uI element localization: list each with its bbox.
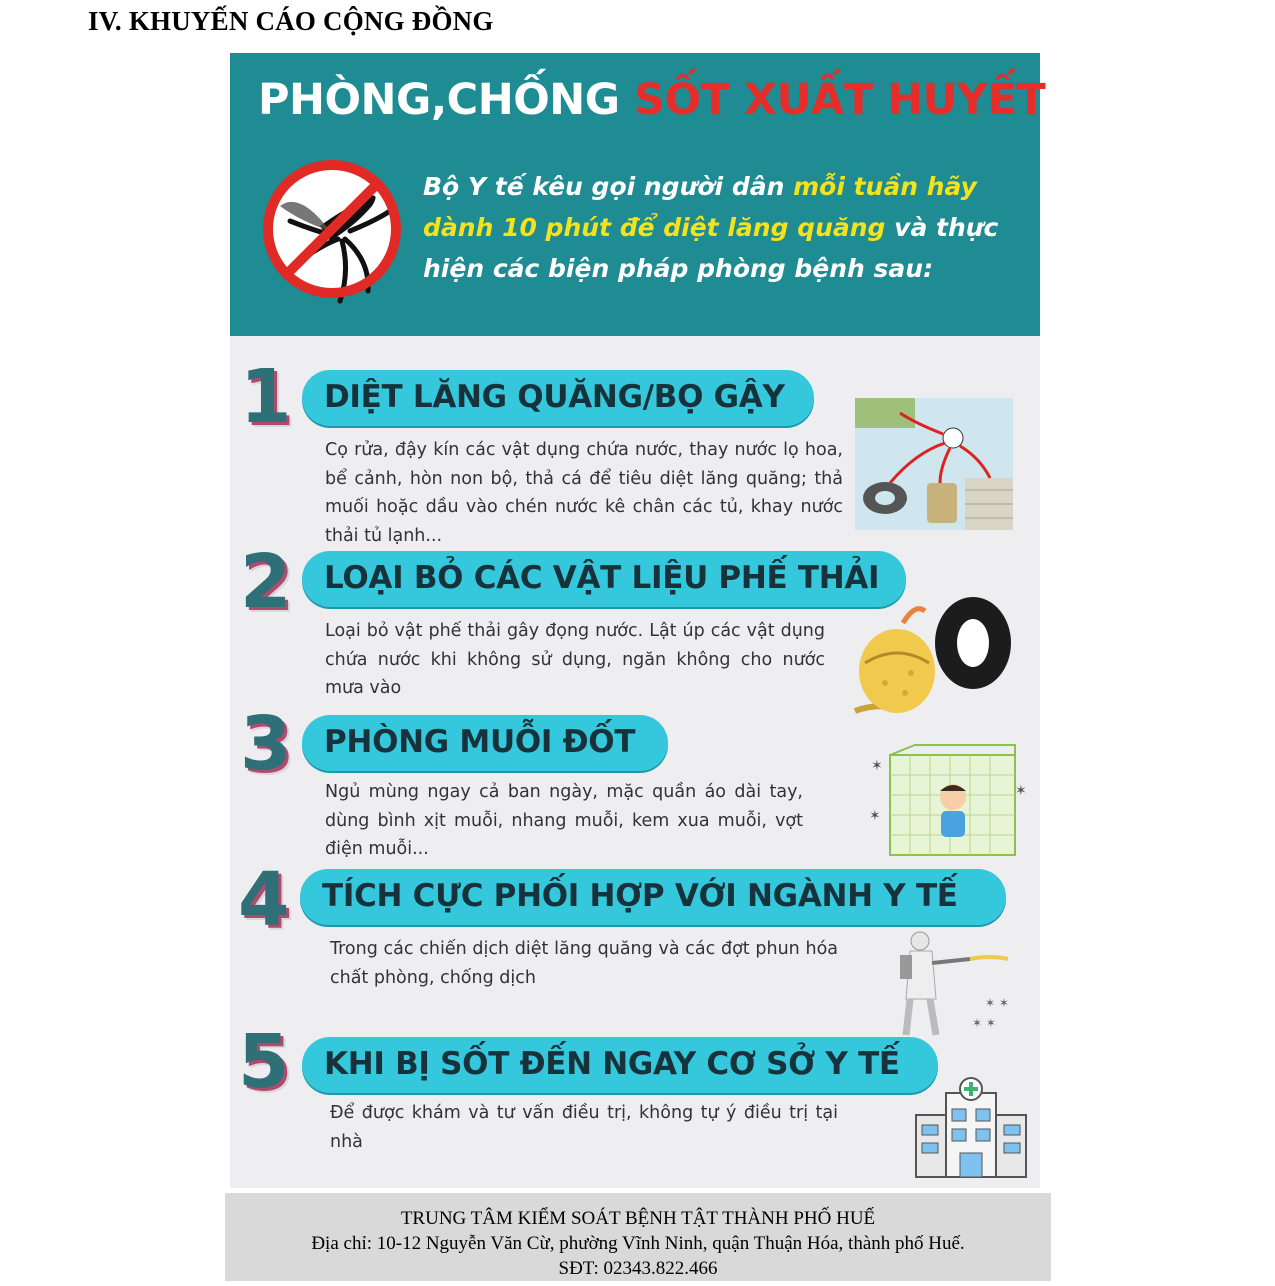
- step-title-pill: [300, 869, 1006, 925]
- step-title-pill: [302, 1037, 938, 1093]
- step-description: Ngủ mùng ngay cả ban ngày, mặc quần áo dài tay, dùng bình xịt muỗi, nhang muỗi, kem xua muỗi, vợt điện muỗi...: [325, 782, 803, 859]
- intro-part2: và thực hiện các biện pháp phòng bệnh sau:: [423, 213, 999, 283]
- mosquito-net-illustration: [865, 745, 1025, 860]
- poster-intro: [423, 166, 1013, 289]
- step-description: Loại bỏ vật phế thải gây đọng nước. Lật úp các vật dụng chứa nước khi không sử dụng, ngăn không cho nước mưa vào: [325, 621, 825, 698]
- poster-title: [258, 75, 1045, 125]
- svg-text:✶: ✶: [869, 808, 881, 824]
- poster-banner: [230, 53, 1046, 336]
- no-mosquito-icon: [260, 151, 408, 307]
- step-number: 1: [240, 354, 292, 440]
- svg-text:✶ ✶: ✶ ✶: [985, 996, 1009, 1010]
- step-number: 4: [238, 857, 290, 943]
- step-title-pill: [302, 551, 906, 607]
- step-number: 3: [240, 701, 292, 787]
- svg-text:✶ ✶: ✶ ✶: [972, 1016, 996, 1030]
- dengue-prevention-poster: [230, 53, 1046, 1188]
- intro-highlight: mỗi tuần hãy dành 10 phút để diệt lăng quăng: [423, 172, 977, 242]
- step-description: Cọ rửa, đậy kín các vật dụng chứa nước, thay nước lọ hoa, bể cảnh, hòn non bộ, thả cá để tiêu diệt lăng quăng; thả muối hoặc dầu vào chén nước kê chân các tủ, khay nước thải tủ lạnh...: [325, 440, 843, 546]
- step-title-pill: [302, 715, 668, 771]
- step-description: Để được khám và tư vấn điều trị, không tự ý điều trị tại nhà: [330, 1103, 838, 1152]
- tire-jar-illustration: [845, 593, 1015, 718]
- footer-address: Địa chỉ: 10-12 Nguyễn Văn Cừ, phường Vĩnh Ninh, quận Thuận Hóa, thành phố Huế.: [311, 1233, 965, 1254]
- intro-part1: Bộ Y tế kêu gọi người dân: [423, 172, 794, 201]
- step-description: Trong các chiến dịch diệt lăng quăng và các đợt phun hóa chất phòng, chống dịch: [330, 939, 838, 988]
- step-number: 2: [240, 539, 292, 625]
- step-title: TÍCH CỰC PHỐI HỢP VỚI NGÀNH Y TẾ: [322, 878, 958, 914]
- fogging-worker-illustration: [890, 929, 1020, 1039]
- step-title-pill: [302, 370, 814, 426]
- footer-phone: SĐT: 02343.822.466: [558, 1258, 718, 1279]
- step-title: LOẠI BỎ CÁC VẬT LIỆU PHẾ THẢI: [324, 560, 880, 596]
- step-title: DIỆT LĂNG QUĂNG/BỌ GẬY: [324, 379, 785, 415]
- svg-text:✶: ✶: [871, 758, 883, 774]
- poster-title-prefix: PHÒNG,CHỐNG: [258, 75, 635, 125]
- footer-org: TRUNG TÂM KIỂM SOÁT BỆNH TẬT THÀNH PHỐ HUẾ: [400, 1208, 876, 1229]
- step-number: 5: [238, 1019, 290, 1105]
- step-title: PHÒNG MUỖI ĐỐT: [324, 724, 636, 760]
- poster-title-highlight: SỐT XUẤT HUYẾT: [634, 75, 1046, 125]
- hospital-icon: [916, 1075, 1026, 1177]
- footer-contact: [225, 1193, 1051, 1281]
- step-title: KHI BỊ SỐT ĐẾN NGAY CƠ SỞ Y TẾ: [324, 1046, 900, 1082]
- section-heading: IV. KHUYẾN CÁO CỘNG ĐỒNG: [88, 6, 494, 36]
- svg-text:✶: ✶: [1015, 783, 1027, 799]
- mosquito-larvae-illustration: [855, 398, 1013, 530]
